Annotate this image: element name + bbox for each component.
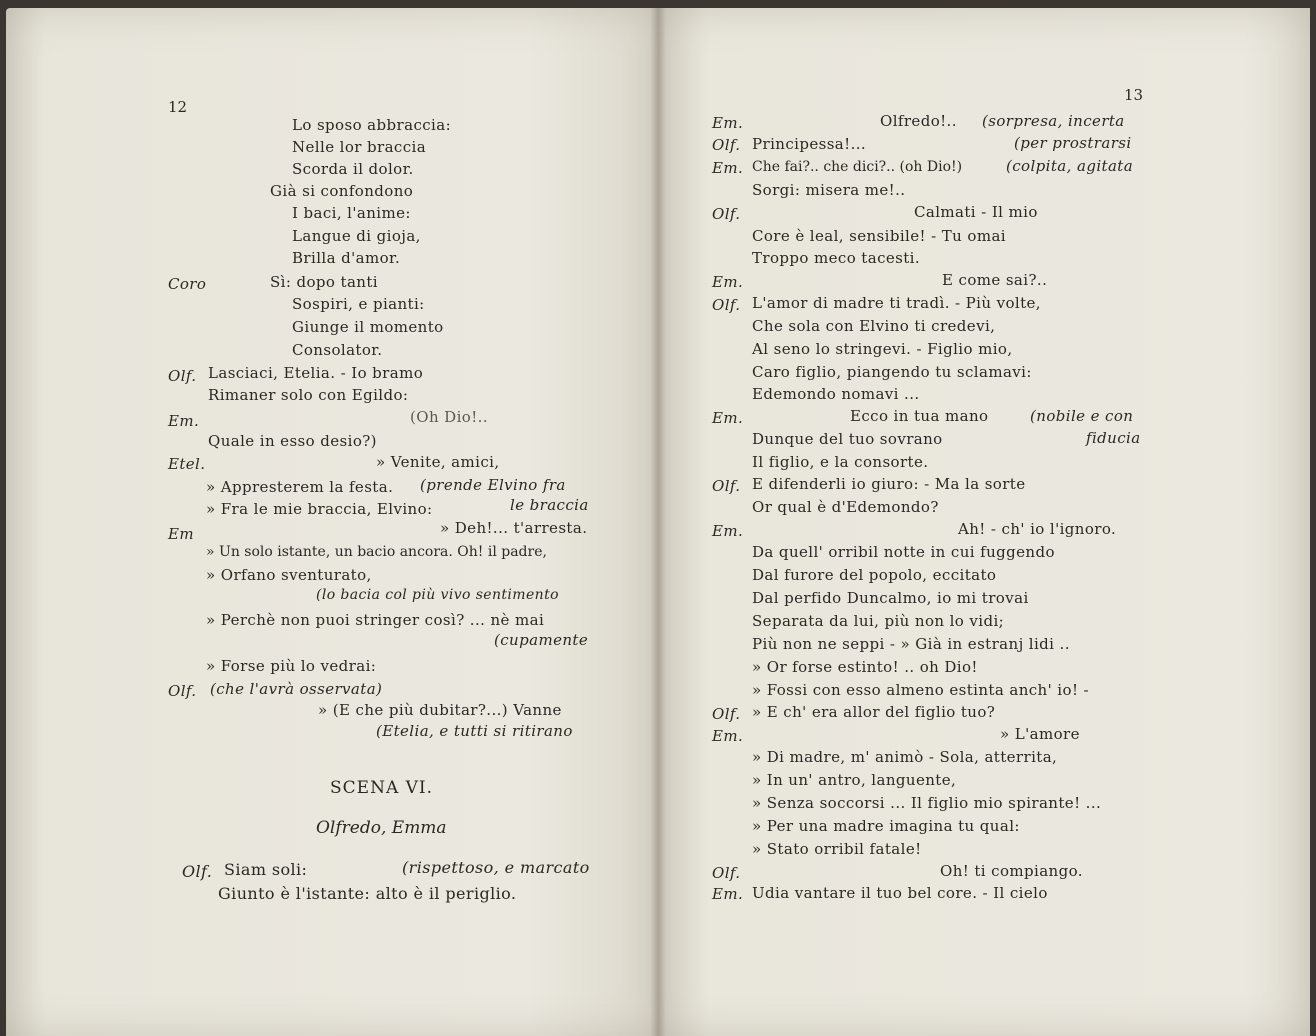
verse-line: » Deh!... t'arresta.: [440, 519, 588, 537]
verse-line: » Orfano sventurato,: [206, 566, 372, 584]
speaker-label: Olf.: [712, 296, 741, 314]
speaker-label: Olf.: [712, 205, 741, 223]
verse-line: » (E che più dubitar?...) Vanne: [318, 701, 562, 719]
stage-direction: (sorpresa, incerta: [982, 112, 1125, 130]
verse-line: Oh! ti compiango.: [940, 862, 1083, 880]
verse-line: » Stato orribil fatale!: [752, 840, 922, 858]
verse-line: Giunge il momento: [292, 318, 444, 336]
speaker-label: Em.: [712, 522, 744, 540]
verse-line: Rimaner solo con Egildo:: [208, 386, 409, 404]
verse-line: Il figlio, e la consorte.: [752, 453, 929, 471]
verse-line: Consolator.: [292, 341, 383, 359]
verse-line: Sorgi: misera me!..: [752, 181, 906, 199]
verse-line: » Or forse estinto! .. oh Dio!: [752, 658, 978, 676]
verse-line: Calmati - Il mio: [914, 203, 1038, 221]
verse-line: » Fra le mie braccia, Elvino:: [206, 500, 433, 518]
scene-heading: SCENA VI.: [330, 778, 434, 798]
verse-line: Sì: dopo tanti: [270, 273, 378, 291]
left-page-number: 12: [168, 98, 188, 116]
verse-line: Core è leal, sensibile! - Tu omai: [752, 227, 1006, 245]
speaker-label: Em.: [712, 114, 744, 132]
speaker-label: Olf.: [712, 864, 741, 882]
verse-line: » Di madre, m' animò - Sola, atterrita,: [752, 748, 1058, 766]
verse-line: Già si confondono: [270, 182, 414, 200]
speaker-label: Olf.: [712, 136, 741, 154]
verse-line: (Oh Dio!..: [410, 408, 488, 426]
verse-line: Principessa!...: [752, 135, 867, 153]
verse-line: Siam soli:: [224, 860, 308, 879]
verse-line: » Appresterem la festa.: [206, 478, 394, 496]
verse-line: L'amor di madre ti tradì. - Più volte,: [752, 294, 1041, 312]
verse-line: » Perchè non puoi stringer così? ... nè mai: [206, 611, 545, 629]
stage-direction: fiducia: [1086, 429, 1141, 447]
speaker-label: Etel.: [168, 455, 206, 473]
verse-line: Olfredo!..: [880, 112, 957, 130]
verse-line: Nelle lor braccia: [292, 138, 427, 156]
verse-line: I baci, l'anime:: [292, 204, 411, 222]
verse-line: Da quell' orribil notte in cui fuggendo: [752, 543, 1055, 561]
verse-line: Che fai?.. che dici?.. (oh Dio!): [752, 159, 963, 175]
stage-direction: (prende Elvino fra: [420, 476, 566, 494]
verse-line: Giunto è l'istante: alto è il periglio.: [218, 884, 517, 903]
stage-direction: (che l'avrà osservata): [210, 680, 383, 698]
stage-direction: (colpita, agitata: [1006, 157, 1134, 175]
verse-line: » L'amore: [1000, 725, 1080, 743]
verse-line: » Un solo istante, un bacio ancora. Oh! il padre,: [206, 544, 547, 560]
speaker-label: Olf.: [712, 705, 741, 723]
verse-line: » E ch' era allor del figlio tuo?: [752, 703, 996, 721]
verse-line: Edemondo nomavi ...: [752, 385, 920, 403]
verse-line: Caro figlio, piangendo tu sclamavi:: [752, 363, 1032, 381]
verse-line: Dunque del tuo sovrano: [752, 430, 943, 448]
stage-direction: (cupamente: [494, 631, 589, 649]
verse-line: Langue di gioja,: [292, 227, 421, 245]
verse-line: » In un' antro, languente,: [752, 771, 957, 789]
speaker-label: Em.: [712, 885, 744, 903]
speaker-label: Olf.: [182, 862, 213, 881]
verse-line: E come sai?..: [942, 271, 1048, 289]
speaker-label: Olf.: [168, 367, 197, 385]
stage-direction: (lo bacia col più vivo sentimento: [316, 587, 559, 603]
stage-direction: (per prostrarsi: [1014, 134, 1132, 152]
verse-line: Scorda il dolor.: [292, 160, 414, 178]
verse-line: Quale in esso desio?): [208, 432, 377, 450]
verse-line: Lo sposo abbraccia:: [292, 116, 452, 134]
speaker-label: Em: [168, 525, 194, 543]
speaker-label: Em.: [712, 409, 744, 427]
verse-line: Udia vantare il tuo bel core. - Il cielo: [752, 884, 1048, 902]
verse-line: Sospiri, e pianti:: [292, 295, 425, 313]
stage-direction: (rispettoso, e marcato: [402, 858, 590, 877]
verse-line: » Fossi con esso almeno estinta anch' io! -: [752, 681, 1090, 699]
verse-line: Più non ne seppi - » Già in estranj lidi ..: [752, 635, 1070, 653]
verse-line: Or qual è d'Edemondo?: [752, 498, 939, 516]
speaker-label: Em.: [712, 727, 744, 745]
speaker-label: Olf.: [712, 477, 741, 495]
verse-line: Che sola con Elvino ti credevi,: [752, 317, 996, 335]
verse-line: Lasciaci, Etelia. - Io bramo: [208, 364, 424, 382]
scene-characters: Olfredo, Emma: [316, 818, 447, 838]
stage-direction: le braccia: [510, 496, 589, 514]
speaker-label: Olf.: [168, 682, 197, 700]
verse-line: » Per una madre imagina tu qual:: [752, 817, 1020, 835]
verse-line: » Forse più lo vedrai:: [206, 657, 377, 675]
stage-direction: (Etelia, e tutti si ritirano: [376, 722, 573, 740]
verse-line: Troppo meco tacesti.: [752, 249, 921, 267]
book-gutter: [650, 8, 666, 1036]
speaker-label: Coro: [168, 275, 207, 293]
verse-line: » Venite, amici,: [376, 453, 500, 471]
verse-line: Separata da lui, più non lo vidi;: [752, 612, 1005, 630]
verse-line: » Senza soccorsi ... Il figlio mio spirante! ...: [752, 794, 1102, 812]
verse-line: Dal perfido Duncalmo, io mi trovai: [752, 589, 1029, 607]
verse-line: Ah! - ch' io l'ignoro.: [958, 520, 1117, 538]
stage-direction: (nobile e con: [1030, 407, 1134, 425]
verse-line: Brilla d'amor.: [292, 249, 401, 267]
verse-line: Dal furore del popolo, eccitato: [752, 566, 997, 584]
speaker-label: Em.: [168, 412, 200, 430]
speaker-label: Em.: [712, 159, 744, 177]
right-page-number: 13: [1124, 86, 1144, 104]
verse-line: Ecco in tua mano: [850, 407, 989, 425]
speaker-label: Em.: [712, 273, 744, 291]
verse-line: Al seno lo stringevi. - Figlio mio,: [752, 340, 1013, 358]
verse-line: E difenderli io giuro: - Ma la sorte: [752, 475, 1026, 493]
